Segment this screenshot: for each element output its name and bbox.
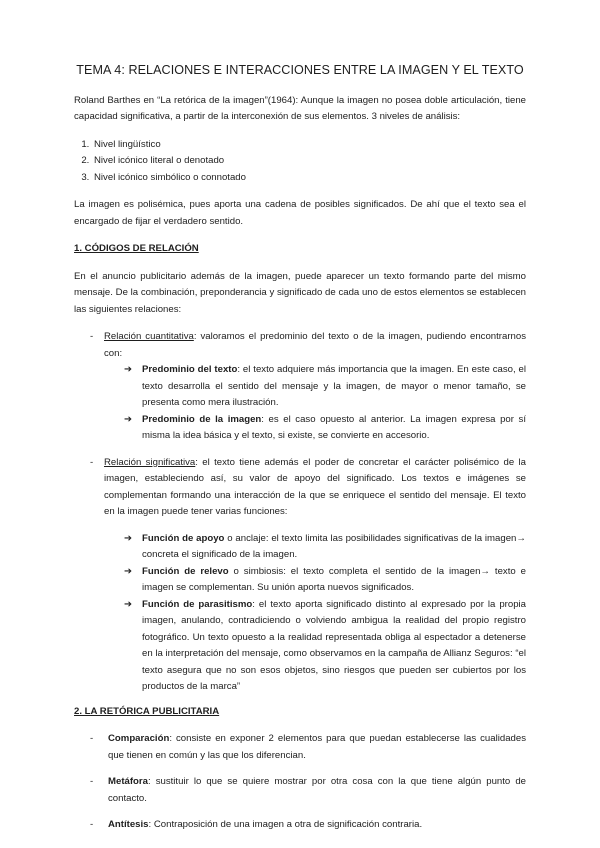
document-title: TEMA 4: RELACIONES E INTERACCIONES ENTRE LA IMAGEN Y EL TEXTO	[76, 63, 524, 77]
rhetoric-term: Comparación	[108, 733, 170, 744]
arrow-item-text: o simbiosis: el texto completa el sentido de la imagen→ texto e imagen se complementan. Su unión aporta nuevos significados.	[142, 565, 526, 593]
list-item: 3. Nivel icónico simbólico o connotado	[92, 170, 526, 187]
dash-bullet: -	[90, 331, 94, 342]
rhetoric-text: : consiste en exponer 2 elementos para que puedan establecerse las cualidades que tienen en común y las que los diferencian.	[108, 733, 526, 761]
arrow-item-parasitism-function	[74, 597, 526, 696]
intro-paragraph: Roland Barthes en “La retórica de la imagen”(1964): Aunque la imagen no posea doble articulación, tiene capacidad significativa, a partir de la interconexión de sus elementos. 3 niveles de análisis:	[74, 94, 526, 122]
arrow-icon: ➔	[124, 598, 133, 610]
arrow-icon: ➔	[124, 565, 133, 577]
arrow-item-term: Predominio del texto	[142, 364, 238, 375]
section-1-intro: En el anuncio publicitario además de la imagen, puede aparecer un texto formando parte del mismo mensaje. De la combinación, preponderancia y significado de cada uno de estos elementos se establecen las siguientes relaciones:	[74, 270, 526, 315]
dash-bullet: -	[90, 456, 94, 468]
rhetoric-text: : sustituir lo que se quiere mostrar por otra cosa con la que tiene algún punto de contacto.	[108, 776, 526, 804]
arrow-item-term: Función de parasitismo	[142, 598, 253, 610]
section-1-heading: 1. CÓDIGOS DE RELACIÓN	[74, 243, 199, 254]
arrow-item-text-predominance	[74, 362, 526, 412]
rhetoric-item-comparison	[74, 731, 526, 764]
rhetoric-text: : Contraposición de una imagen a otra de significación contraria.	[148, 819, 423, 830]
arrow-item-text: : el texto adquiere más importancia que la imagen. En este caso, el texto desarrolla el sentido del mensaje y la imagen, de mayor o menor tamaño, se presenta como mera ilustración.	[142, 364, 526, 408]
arrow-icon: ➔	[124, 413, 133, 425]
arrow-item-term: Predominio de la imagen	[142, 413, 262, 425]
dash-bullet: -	[90, 733, 94, 744]
dash-bullet: -	[90, 819, 94, 830]
arrow-item-relay-function	[74, 564, 526, 597]
arrow-item-term: Función de apoyo	[142, 532, 225, 544]
dash-bullet: -	[90, 776, 94, 787]
quantitative-relation-text: : valoramos el predominio del texto o de la imagen, pudiendo encontrarnos con:	[104, 331, 526, 359]
significant-relation-item	[74, 455, 526, 521]
significant-relation-label: Relación significativa	[104, 456, 196, 468]
arrow-item-text: o anclaje: el texto limita las posibilidades significativas de la imagen→ concreta el significado de la imagen.	[142, 532, 526, 560]
quantitative-relation-item	[74, 329, 526, 362]
arrow-icon: ➔	[124, 364, 133, 375]
quantitative-relation-label: Relación cuantitativa	[104, 331, 194, 342]
rhetoric-term: Antítesis	[108, 819, 149, 830]
arrow-item-term: Función de relevo	[142, 565, 229, 577]
arrow-item-support-function	[74, 531, 526, 564]
arrow-icon: ➔	[124, 532, 133, 544]
rhetoric-term: Metáfora	[108, 776, 148, 787]
section-2-heading: 2. LA RETÓRICA PUBLICITARIA	[74, 705, 220, 717]
rhetoric-item-antithesis	[74, 817, 526, 834]
analysis-levels-list	[74, 137, 526, 187]
significant-relation-text: : el texto tiene además el poder de concretar el carácter polisémico de la imagen, estableciendo así, su valor de apoyo del significado. Los textos e imágenes se complementan formando una interacción de la que se enriquece el sentido del mensaje. El texto en la imagen puede tener varias funciones:	[104, 456, 526, 517]
list-item: 2. Nivel icónico literal o denotado	[92, 153, 526, 170]
polysemy-paragraph: La imagen es polisémica, pues aporta una cadena de posibles significados. De ahí que el texto sea el encargado de fijar el verdadero sentido.	[74, 199, 526, 227]
list-item: 1. Nivel lingüístico	[92, 137, 526, 154]
arrow-item-text: : es el caso opuesto al anterior. La imagen expresa por sí misma la idea básica y el texto, si existe, se convierte en accesorio.	[142, 413, 526, 441]
rhetoric-item-metaphor	[74, 774, 526, 807]
arrow-item-image-predominance	[74, 412, 526, 445]
arrow-item-text: : el texto aporta significado distinto al expresado por la propia imagen, anulando, contradiciendo o volviendo ambigua la realidad del propio registro fotográfico. Un texto opuesto a la realidad representada obliga al espectador a detenerse en la interpretación del mensaje, como observamos en la campaña de Allianz Seguros: “el texto asegura que no son esos objetos, sino riesgos que pueden ser cubiertos por los productos de la marca”	[142, 598, 526, 692]
